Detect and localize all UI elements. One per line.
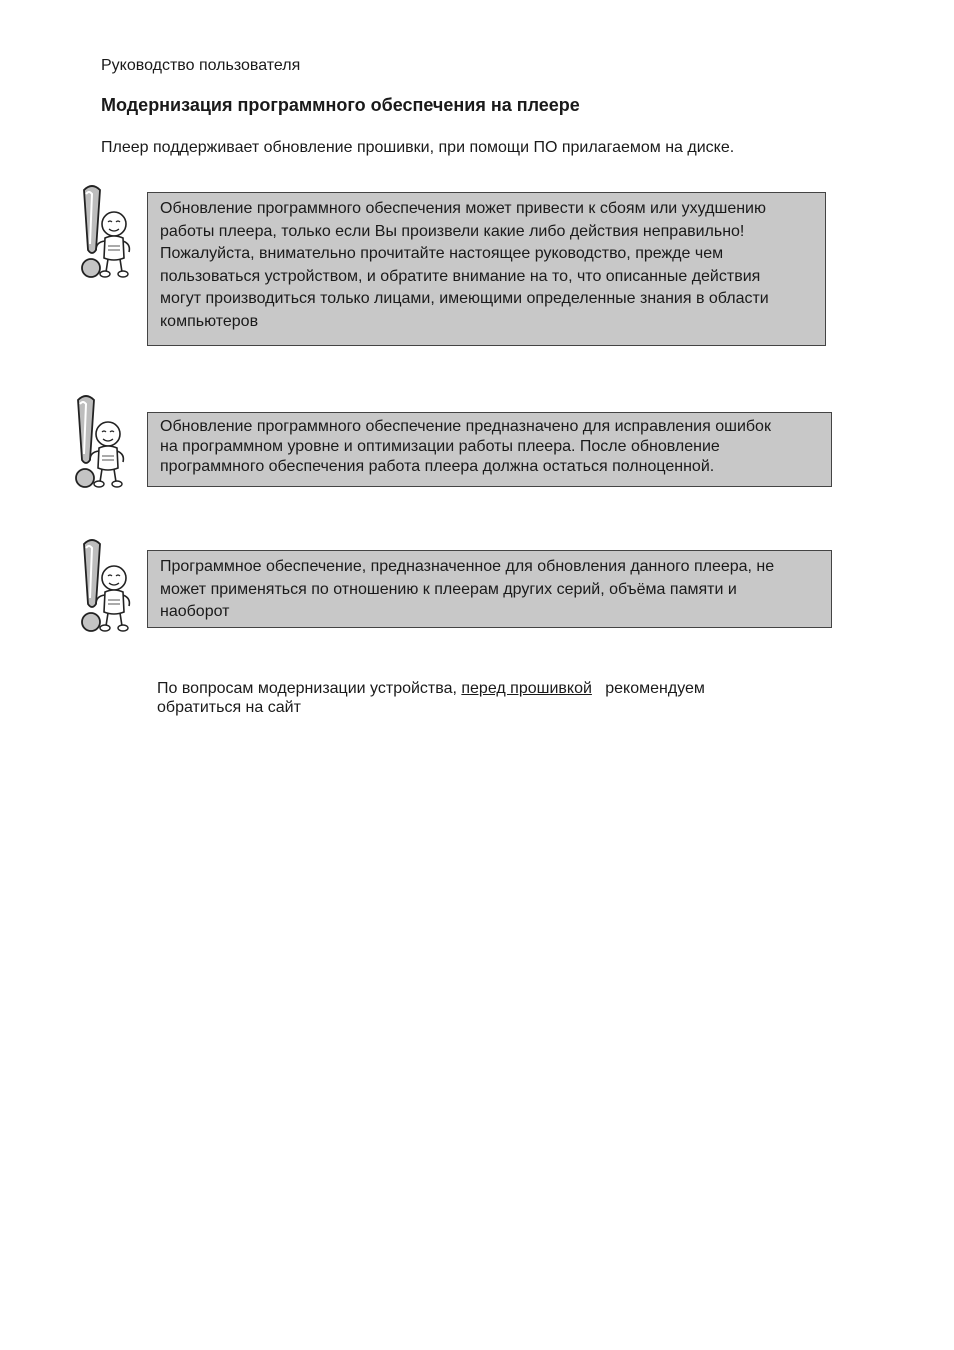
exclamation-mascot-icon	[68, 394, 132, 494]
intro-paragraph: Плеер поддерживает обновление прошивки, при помощи ПО прилагаемом на диске.	[101, 139, 735, 156]
note-line: программного обеспечения работа плеера должна остаться полноценной.	[160, 458, 715, 475]
exclamation-mascot-icon	[74, 184, 138, 284]
note-line: может применяться по отношению к плеерам других серий, объёма памяти и	[160, 580, 737, 598]
note-line: работы плеера, только если Вы произвели какие либо действия неправильно!	[160, 222, 745, 240]
note-line: Обновление программного обеспечение предназначено для исправления ошибок	[160, 418, 771, 435]
note-line: пользоваться устройством, и обратите внимание на то, что описанные действия	[160, 267, 761, 285]
note-line: Обновление программного обеспечения может привести к сбоям или ухудшению	[160, 200, 766, 217]
warning-box-3	[147, 550, 832, 628]
firmware-link-text[interactable]: перед прошивкой	[461, 680, 592, 697]
document-header-label: Руководство пользователя	[101, 57, 301, 74]
note-line: компьютеров	[160, 312, 259, 330]
closing-text-end: рекомендуем	[591, 680, 705, 697]
note-line: могут производиться только лицами, имеющими определенные знания в области	[160, 290, 769, 307]
note-line: Программное обеспечение, предназначенное для обновления данного плеера, не	[160, 558, 775, 575]
closing-text-line2: обратиться на сайт	[157, 699, 301, 716]
warning-box-1	[147, 192, 826, 346]
note-line: на программном уровне и оптимизации работы плеера. После обновление	[160, 438, 720, 455]
note-line: наоборот	[160, 603, 230, 620]
note-line: Пожалуйста, внимательно прочитайте настоящее руководство, прежде чем	[160, 245, 724, 262]
exclamation-mascot-icon	[74, 538, 138, 638]
closing-paragraph	[157, 679, 777, 717]
section-title: Модернизация программного обеспечения на плеере	[101, 95, 580, 115]
warning-box-2	[147, 412, 832, 487]
closing-text-start: По вопросам модернизации устройства,	[157, 680, 462, 697]
